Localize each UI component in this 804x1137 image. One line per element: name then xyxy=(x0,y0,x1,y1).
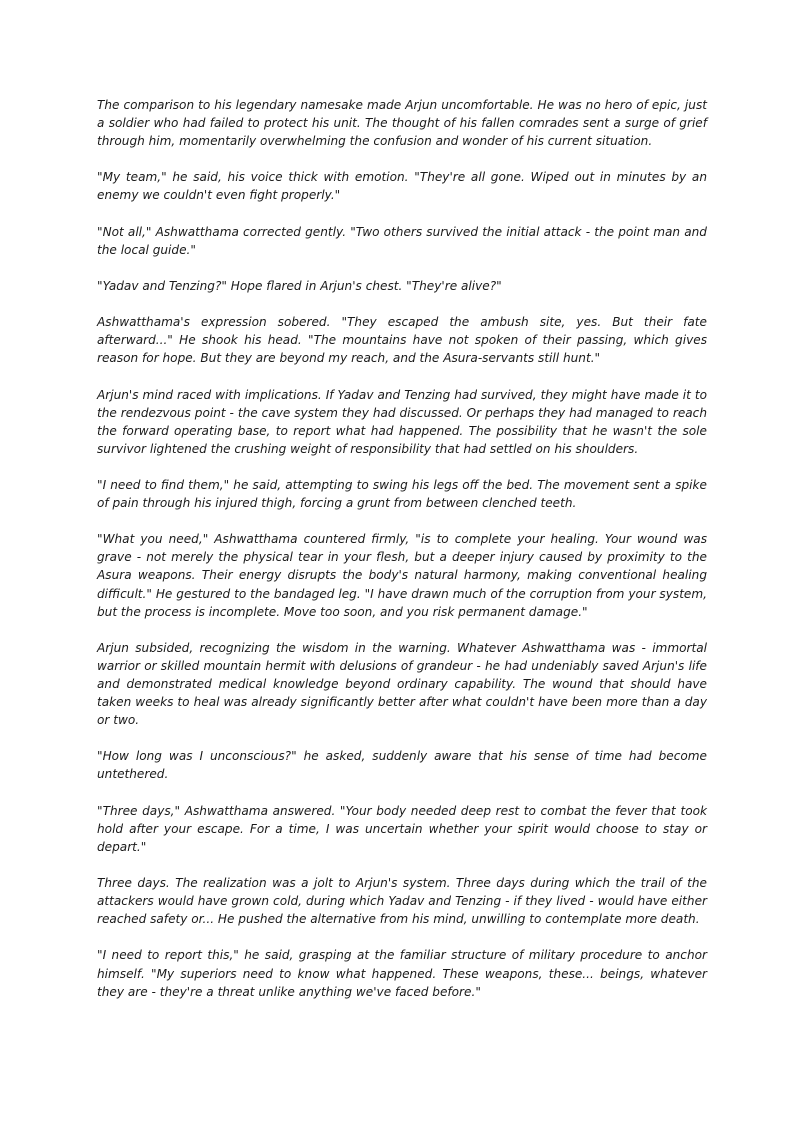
paragraph-7: "I need to find them," he said, attempting to swing his legs off the bed. The movement sent a spike of pain through his injured thigh, forcing a grunt from between clenched teeth. xyxy=(97,477,707,511)
paragraph-3: "Not all," Ashwatthama corrected gently. "Two others survived the initial attack - the point man and the local guide." xyxy=(97,224,707,257)
document-page xyxy=(97,96,707,1019)
paragraph-5: Ashwatthama's expression sobered. "They escaped the ambush site, yes. But their fate afterward..." He shook his head. "The mountains have not spoken of their passing, which gives reason for hope. But they are beyond my reach, and the Asura-servants still hunt." xyxy=(97,315,707,366)
paragraph-1: The comparison to his legendary namesake made Arjun uncomfortable. He was no hero of epic, just a soldier who had failed to protect his unit. The thought of his fallen comrades sent a surge of grief through him, momentarily overwhelming the confusion and wonder of his current situation. xyxy=(97,98,707,149)
paragraph-10: "How long was I unconscious?" he asked, suddenly aware that his sense of time had become untethered. xyxy=(97,749,707,782)
paragraph-12: Three days. The realization was a jolt to Arjun's system. Three days during which the trail of the attackers would have grown cold, during which Yadav and Tenzing - if they lived - would have either reached safety or... He pushed the alternative from his mind, unwilling to contemplate more death. xyxy=(97,876,707,927)
paragraph-2: "My team," he said, his voice thick with emotion. "They're all gone. Wiped out in minutes by an enemy we couldn't even fight properly." xyxy=(97,170,707,203)
paragraph-11: "Three days," Ashwatthama answered. "Your body needed deep rest to combat the fever that took hold after your escape. For a time, I was uncertain whether your spirit would choose to stay or depart." xyxy=(97,803,707,854)
paragraph-6: Arjun's mind raced with implications. If Yadav and Tenzing had survived, they might have made it to the rendezvous point - the cave system they had discussed. Or perhaps they had managed to reach the forward operating base, to report what had happened. The possibility that he wasn't the sole survivor lightened the crushing weight of responsibility that had settled on his shoulders. xyxy=(97,387,707,456)
paragraph-13: "I need to report this," he said, grasping at the familiar structure of military procedure to anchor himself. "My superiors need to know what happened. These weapons, these... beings, whatever they are - they're a threat unlike anything we've faced before." xyxy=(97,948,707,999)
paragraph-4: "Yadav and Tenzing?" Hope flared in Arjun's chest. "They're alive?" xyxy=(97,278,502,293)
paragraph-8: "What you need," Ashwatthama countered firmly, "is to complete your healing. Your wound was grave - not merely the physical tear in your flesh, but a deeper injury caused by proximity to the Asura weapons. Their energy disrupts the body's natural harmony, making conventional healing difficult." He gestured to the bandaged leg. "I have drawn much of the corruption from your system, but the process is incomplete. Move too soon, and you risk permanent damage." xyxy=(97,532,707,619)
paragraph-9: Arjun subsided, recognizing the wisdom in the warning. Whatever Ashwatthama was - immortal warrior or skilled mountain hermit with delusions of grandeur - he had undeniably saved Arjun's life and demonstrated medical knowledge beyond ordinary capability. The wound that should have taken weeks to heal was already significantly better after what couldn't have been more than a day or two. xyxy=(97,640,707,728)
